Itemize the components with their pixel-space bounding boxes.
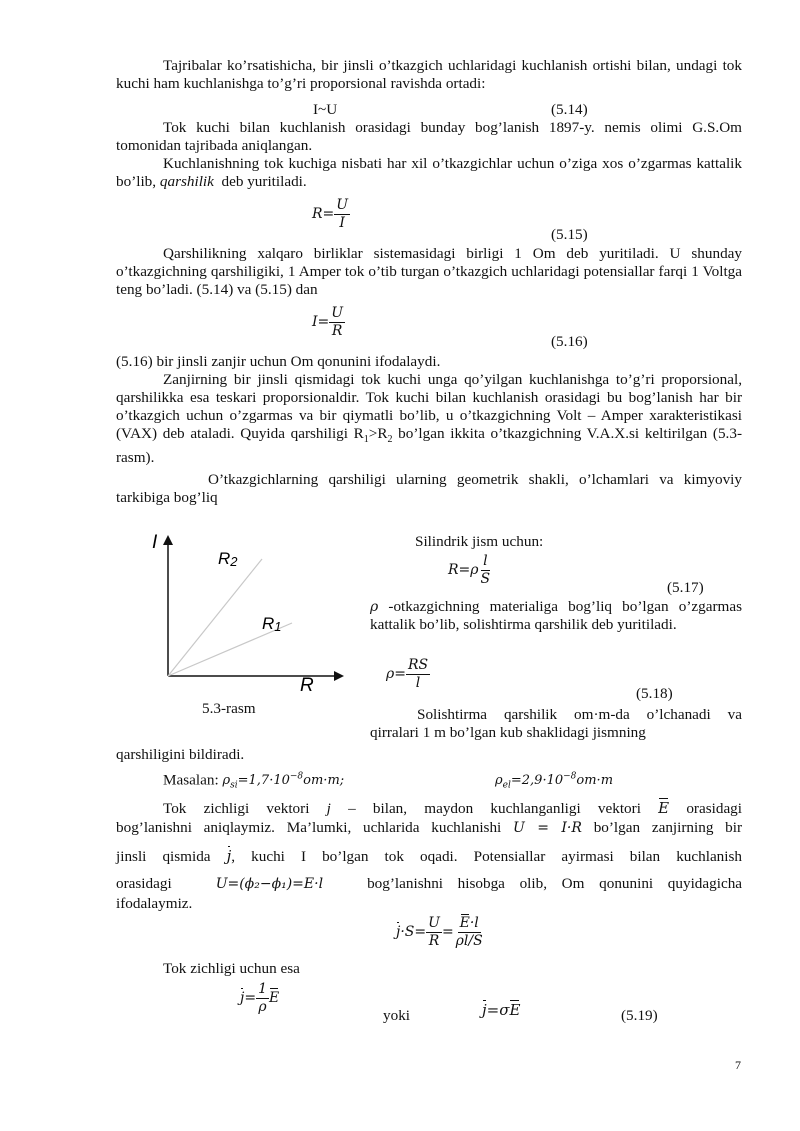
equation-5-19a: j= $\frac{1}{\rho}$ E (240, 981, 280, 1015)
equation-current-density: j·S= $\frac{U}{R}$ = $\frac{E\cdot l}{\rho l/S}$ (396, 915, 483, 949)
page-number: 7 (735, 1058, 741, 1072)
paragraph-ohm-experiment: Tajribalar ko’rsatishicha, bir jinsli o’tkazgich uchlaridagi kuchlanish ortishi bilan, undagi tok kuchi ham kuchlanishga to’g’ri proporsional ravishda ortadi: (116, 57, 742, 92)
label-r1: R1 (262, 614, 282, 634)
equation-number-5-18: (5.18) (636, 685, 673, 702)
paragraph-vax: Zanjirning bir jinsli qismidagi tok kuchi unga qo’yilgan kuchlanishga to’g’ri proporsional, qarshilikka esa teskari proporsionaldir. Tok kuchi bilan kuchlanish orasidagi bu bog’lanish har bir o’tkazgich uchun o’zgarmas va bir qiymatli bo’lib, u o’tkazgichning Volt – Amper xarakteristikasi (VAX) deb ataladi. Quyida qarshiligi $R_1>R_2$ bo’lgan ikkita o’tkazgichning V.A.X.si keltirilgan (5.3-rasm). (116, 371, 742, 467)
equation-5-16: I= $\frac{U}{R}$ (312, 305, 344, 339)
paragraph-specific-resistance: Solishtirma qarshilik om·m-da o’lchanadi va qirralari 1 m bo’lgan kub shaklidagi jismning (370, 706, 742, 741)
line-current-flow: jinsli qismida j, kuchi I bo’lgan tok oqadi. Potensiallar ayirmasi bilan kuchlanish (116, 847, 742, 865)
equation-number-5-16: (5.16) (551, 333, 588, 350)
line-relation: bog’lanishni aniqlaymiz. Ma’lumki, uchlarida kuchlanishi U = I·R bo’lgan zanjirning bir (116, 819, 743, 836)
equation-5-17: R=ρ $\frac{l}{S}$ (448, 553, 491, 587)
equation-5-14: I~U (313, 101, 338, 118)
paragraph-tail: qarshiligini bildiradi. (116, 746, 245, 763)
figure-caption: 5.3-rasm (202, 700, 256, 717)
axis-label-r: R (300, 675, 314, 691)
figure-5-3-vax (152, 531, 352, 691)
cylinder-label: Silindrik jism uchun: (415, 533, 544, 550)
line-potential: orasidagi U=(ϕ₂−ϕ₁)=E·l bog’lanishni hisobga olib, Om qonunini quyidagicha (116, 875, 743, 892)
example-el: $\rho_{el}=2,9\cdot 10^{-8}om\cdot m$ (495, 772, 614, 791)
equation-number-5-19: (5.19) (621, 1007, 658, 1024)
equation-number-5-17: (5.17) (667, 579, 704, 596)
paragraph-geometry: O’tkazgichlarning qarshiligi ularning geometrik shakli, o’lchamlari va kimyoviy tarkibiga bog’liq (116, 471, 742, 506)
word-yoki: yoki (383, 1007, 411, 1024)
axis-label-i: I (152, 532, 158, 553)
example-line: Masalan: $\rho_{si}=1,7\cdot 10^{-8}om\cdot m$; (163, 771, 345, 791)
term-qarshilik: qarshilik (159, 173, 214, 190)
equation-number-5-15: (5.15) (551, 226, 588, 243)
label-r2: R2 (218, 549, 238, 569)
paragraph-resistance-def: Kuchlanishning tok kuchiga nisbati har xil o’tkazgichlar uchun o’ziga xos o’zgarmas kattalik bo’lib, qarshilik deb yuritiladi. (116, 155, 742, 190)
equation-number-5-14: (5.14) (551, 101, 588, 118)
line-r2 (168, 559, 262, 676)
equation-5-18: ρ= $\frac{RS}{l}$ (386, 657, 429, 691)
paragraph-ohm-history: Tok kuchi bilan kuchlanish orasidagi bunday bog’lanish 1897-y. nemis olimi G.S.Om tomonidan tajribada aniqlangan. (116, 119, 742, 154)
paragraph-ohm-law: (5.16) bir jinsli zanjir uchun Om qonunini ifodalaydi. (116, 353, 441, 370)
line-current-density: Tok zichligi vektori j – bilan, maydon kuchlanganligi vektori E orasidagi (163, 799, 742, 817)
line-express: ifodalaymiz. (116, 895, 193, 912)
paragraph-ohm-unit: Qarshilikning xalqaro birliklar sistemasidagi birligi 1 Om deb yuritiladi. U shunday o’tkazgichning qarshiligiki, 1 Amper tok o’tib turgan o’tkazgich uchlaridagi potensiallar farqi 1 Voltga teng bo’ladi. (5.14) va (5.15) dan (116, 245, 742, 298)
equation-5-15: R= $\frac{U}{I}$ (312, 197, 349, 231)
equation-5-19b: j=σE (482, 1001, 521, 1019)
paragraph-rho-def: ρ -otkazgichning materialiga bog’liq bo’lgan o’zgarmas kattalik bo’lib, solishtirma qarshilik deb yuritiladi. (370, 598, 742, 633)
line-density-label: Tok zichligi uchun esa (163, 960, 300, 977)
